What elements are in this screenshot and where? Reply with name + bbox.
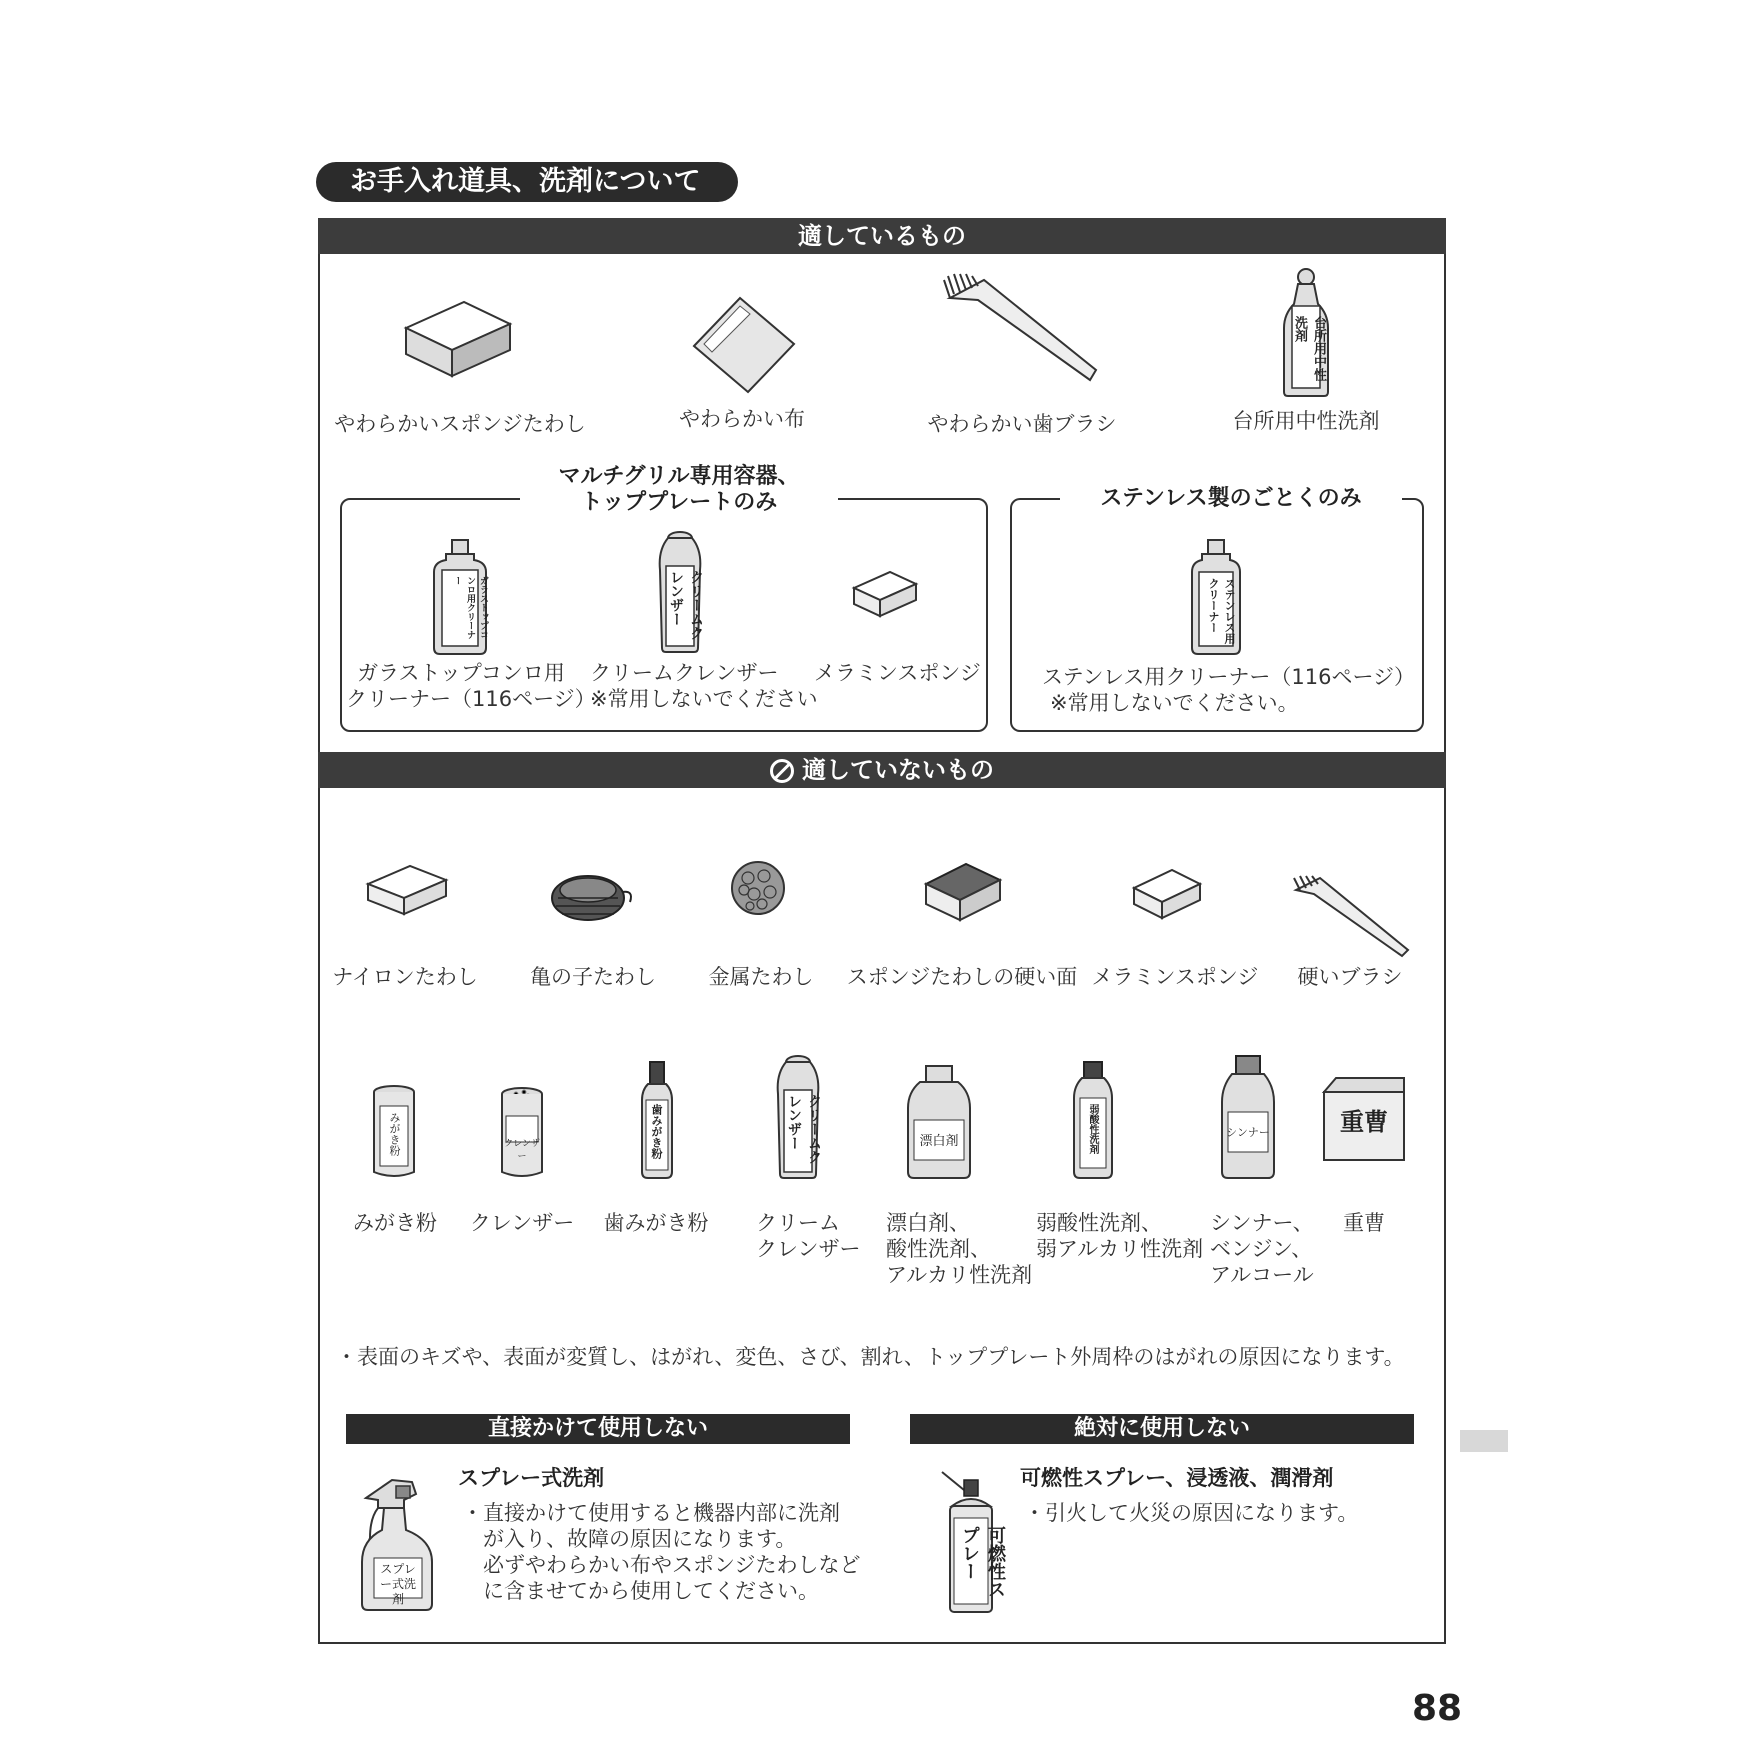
label-bleach-line3: アルカリ性洗剤 [886, 1263, 1033, 1287]
warning-bar-direct: 直接かけて使用しない [346, 1414, 850, 1444]
glass-cleaner-bottle-text: ガラストップコンロ用クリーナー [452, 576, 488, 639]
suitable-label-detergent: 台所用中性洗剤 [1232, 409, 1380, 433]
warning-text-flammable: ・引火して火災の原因になります。 [1024, 1501, 1359, 1525]
warning-spray-line1: ・直接かけて使用すると機器内部に洗剤 [462, 1501, 840, 1525]
cleanser-can-icon [500, 1086, 544, 1180]
multigrill-group-title [520, 464, 838, 516]
label-bleach-line2: 酸性洗剤、 [886, 1237, 991, 1261]
multigrill-title-line1: マルチグリル専用容器、 [558, 464, 800, 489]
unsuitable-label-steel-wool: 金属たわし [708, 965, 814, 989]
cream-cleanser-label [590, 660, 830, 712]
baking-soda-box-text: 重曹 [1340, 1108, 1388, 1136]
kamenoko-brush-icon [550, 868, 634, 924]
label-polishing-powder: みがき粉 [353, 1211, 437, 1235]
thinner-bottle-icon [1220, 1054, 1276, 1180]
label-weak-acid [1036, 1210, 1206, 1262]
unsuitable-label-nylon: ナイロンたわし [332, 965, 478, 989]
hard-brush-icon [1292, 874, 1412, 958]
label-cream-cleanser [756, 1210, 866, 1262]
suitable-label-sponge: やわらかいスポンジたわし [334, 412, 586, 436]
warning-text-spray [462, 1500, 862, 1604]
warning-title-flammable: 可燃性スプレー、浸透液、潤滑剤 [1020, 1466, 1334, 1490]
unsuitable-label-kamenoko: 亀の子たわし [530, 965, 656, 989]
warning-spray-line2: が入り、故障の原因になります。 [462, 1527, 797, 1551]
label-cleanser: クレンザー [469, 1211, 575, 1235]
nylon-scrubber-icon [366, 864, 448, 916]
page-number: 88 [1412, 1688, 1463, 1729]
suitable-label-toothbrush: やわらかい歯ブラシ [927, 412, 1117, 436]
stainless-group-title: ステンレス製のごとくのみ [1060, 486, 1402, 512]
weak-acid-bottle-text: 弱酸性洗剤 [1087, 1104, 1098, 1154]
suitable-title: 適しているもの [798, 222, 966, 250]
suitable-label-cloth: やわらかい布 [679, 407, 805, 431]
label-thinner-line2: ベンジン、 [1210, 1237, 1313, 1261]
melamine-sponge-icon-2 [1132, 868, 1202, 920]
sponge-icon [404, 298, 514, 380]
warning-bar-never: 絶対に使用しない [910, 1414, 1414, 1444]
sponge-hard-side-icon [924, 862, 1002, 922]
label-thinner [1210, 1210, 1330, 1288]
label-thinner-line3: アルコール [1210, 1263, 1314, 1287]
cloth-icon [690, 294, 798, 394]
detergent-bottle-text: 台所用中性洗剤 [1292, 316, 1326, 381]
side-tab [1460, 1430, 1508, 1452]
unsuitable-band [318, 752, 1446, 788]
warning-spray-line4: に含ませてから使用してください。 [462, 1579, 819, 1603]
warning-spray-line3: 必ずやわらかい布やスポンジたわしなど [462, 1553, 861, 1577]
unsuitable-label-hard-side: スポンジたわしの硬い面 [846, 965, 1078, 989]
stainless-cleaner-bottle-text: ステンレス用クリーナー [1207, 578, 1236, 644]
unsuitable-note: ・表面のキズや、表面が変質し、はがれ、変色、さび、割れ、トッププレート外周枠のはがれの原因になります。 [336, 1345, 1405, 1369]
stainless-cleaner-label-line2: ※常用しないでください。 [1050, 691, 1299, 715]
melamine-sponge-icon [852, 570, 918, 618]
polishing-powder-text: みがき粉 [388, 1112, 401, 1156]
label-cream-cleanser-line2: クレンザー [756, 1237, 861, 1261]
cleanser-can-text: クレンザー [504, 1139, 540, 1162]
label-toothpaste: 歯みがき粉 [603, 1211, 709, 1235]
toothpaste-bottle-text: 歯みがき粉 [650, 1104, 663, 1159]
prohibited-icon [770, 759, 794, 783]
glass-cleaner-label-line1: ガラストップコンロ用 [357, 661, 565, 685]
label-thinner-line1: シンナー、 [1210, 1211, 1314, 1235]
unsuitable-label-hard-brush: 硬いブラシ [1297, 965, 1403, 989]
cream-cleanser-bottle-text: クリームクレンザー [668, 570, 704, 640]
cream-cleanser-label-line1: クリームクレンザー [590, 661, 779, 685]
suitable-band [318, 218, 1446, 254]
stainless-cleaner-label [1042, 664, 1416, 716]
label-weak-acid-line2: 弱アルカリ性洗剤 [1036, 1237, 1204, 1261]
stainless-cleaner-label-line1: ステンレス用クリーナー（116ページ） [1042, 665, 1416, 689]
label-weak-acid-line1: 弱酸性洗剤、 [1036, 1211, 1162, 1235]
toothbrush-icon [944, 272, 1104, 384]
melamine-sponge-label: メラミンスポンジ [814, 661, 981, 685]
section-heading: お手入れ道具、洗剤について [316, 162, 738, 202]
unsuitable-title: 適していないもの [802, 756, 994, 784]
multigrill-title-line2: トッププレートのみ [580, 490, 778, 515]
label-baking-soda: 重曹 [1343, 1211, 1385, 1235]
cream-cleanser-label-line2: ※常用しないでください [590, 687, 818, 711]
steel-wool-icon [730, 860, 786, 916]
unsuitable-label-melamine: メラミンスポンジ [1091, 965, 1259, 989]
aerosol-can-text: 可燃性スプレー [959, 1526, 1006, 1598]
label-bleach-line1: 漂白剤、 [886, 1211, 970, 1235]
label-bleach [886, 1210, 1036, 1288]
glass-cleaner-label-line2: クリーナー（116ページ） [346, 687, 596, 711]
label-cream-cleanser-line1: クリーム [756, 1211, 840, 1235]
bleach-bottle-text: 漂白剤 [919, 1134, 959, 1149]
glass-cleaner-label [346, 660, 596, 712]
bleach-bottle-icon [906, 1064, 972, 1180]
thinner-bottle-text: シンナー [1226, 1126, 1270, 1139]
warning-title-spray: スプレー式洗剤 [458, 1466, 605, 1490]
cream-cleanser-bottle-text-2: クリームクレンザー [786, 1094, 822, 1164]
spray-bottle-text: スプレー式洗剤 [379, 1562, 416, 1606]
